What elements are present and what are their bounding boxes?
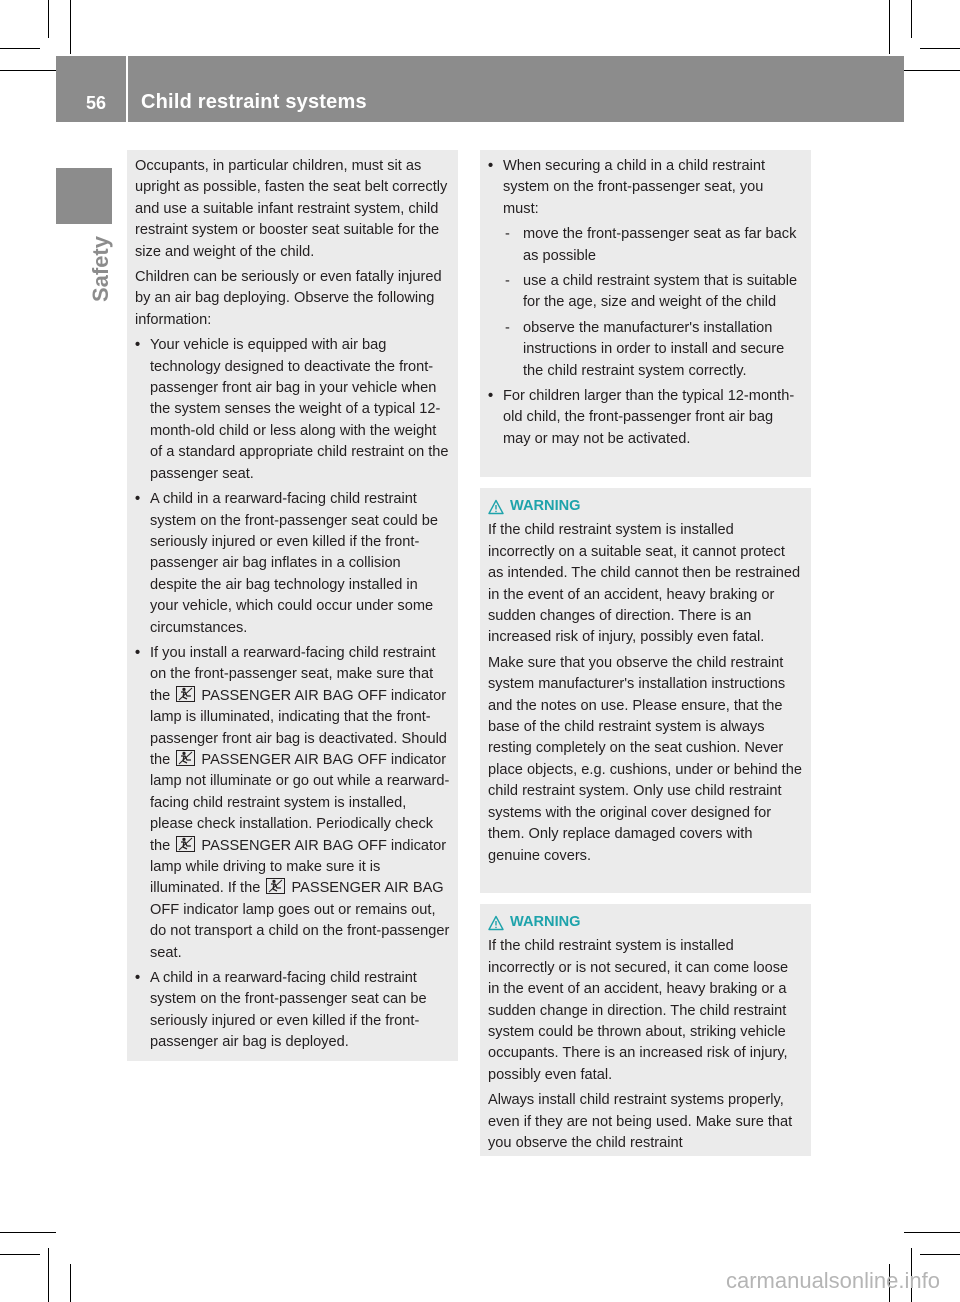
- warning-heading: [488, 912, 803, 933]
- warning-box: [480, 488, 811, 893]
- list-item: • If you install a rearward-facing child restraint on the front-passenger seat, make sure that the PASSENGER AIR BAG OFF indicator lamp is illuminated, indicating that the front-passenger front air bag is deactivated. Should the PASSENGER AIR BAG OFF indicator lamp not illuminate or go out while a rearward-facing child restraint system is installed, please check installation. Periodically check the PASSENGER AIR BAG OFF indicator lamp while driving to make sure it is illuminated. If the PASSENGER AIR BAG OFF indicator lamp goes out or remains out, do not transport a child on the front-passenger seat.: [135, 644, 450, 961]
- section-tab-marker: [56, 168, 112, 224]
- left-content-box: [127, 150, 458, 1061]
- warning-triangle-icon: [488, 499, 504, 515]
- paragraph: Always install child restraint systems properly, even if they are not being used. Make sure that you observe the child restraint: [488, 1092, 793, 1152]
- crop-mark: [889, 0, 890, 54]
- crop-mark: [0, 70, 56, 71]
- sub-list-item: - move the front-passenger seat as far back as possible: [505, 226, 797, 264]
- paragraph: If the child restraint system is installed incorrectly or is not secured, it can come loose in the event of an accident, heavy braking or a sudden change in direction. The child restraint system could be thrown about, striking vehicle occupants. There is an increased risk of injury, possibly even fatal.: [488, 938, 789, 1083]
- paragraph: Children can be seriously or even fatally injured by an air bag deploying. Observe the following information:: [135, 269, 442, 328]
- right-content-box: [480, 150, 811, 477]
- crop-mark: [48, 0, 49, 38]
- list-item: • When securing a child in a child restraint system on the front-passenger seat, you must:: [488, 158, 766, 217]
- warning-title: WARNING: [510, 914, 581, 930]
- section-tab-label: Safety: [88, 236, 113, 303]
- header-divider: [126, 56, 128, 122]
- passenger-airbag-off-icon: [176, 836, 195, 852]
- page-title: Child restraint systems: [141, 91, 367, 113]
- page-number: 56: [86, 93, 107, 113]
- passenger-airbag-off-icon: [176, 686, 195, 702]
- list-item: • For children larger than the typical 12-month-old child, the front-passenger front air bag may or may not be activated.: [488, 388, 795, 447]
- warning-triangle-icon: [488, 915, 504, 931]
- passenger-airbag-off-icon: [176, 750, 195, 766]
- crop-mark: [904, 70, 960, 71]
- crop-mark: [0, 48, 40, 49]
- crop-mark: [70, 0, 71, 54]
- list-item: • A child in a rearward-facing child restraint system on the front-passenger seat can be seriously injured or even killed if the front-passenger air bag is deployed.: [135, 970, 427, 1051]
- paragraph: If the child restraint system is installed incorrectly on a suitable seat, it cannot protect as intended. The child cannot then be restrained in the event of an accident, heavy braking or sudden changes of direction. There is an increased risk of injury, possibly even fatal.: [488, 522, 801, 646]
- crop-mark: [904, 1232, 960, 1233]
- watermark: carmanualsonline.info: [725, 1268, 940, 1293]
- paragraph: Make sure that you observe the child restraint system manufacturer's installation instructions and the notes on use. Please ensure, that the base of the child restraint system is always resting completely on the seat cushion. Never place objects, e.g. cushions, under or behind the child restraint system. Only use child restraint systems with the original cover designed for them. Only replace damaged covers with genuine covers.: [488, 654, 802, 864]
- crop-mark: [0, 1254, 40, 1255]
- paragraph: Occupants, in particular children, must sit as upright as possible, fasten the seat belt correctly and use a suitable infant restraint system, child restraint system or booster seat suitable for the size and weight of the child.: [135, 158, 448, 260]
- crop-mark: [70, 1264, 71, 1302]
- warning-title: WARNING: [510, 498, 581, 514]
- list-item: • Your vehicle is equipped with air bag technology designed to deactivate the front-passenger front air bag in your vehicle when the system senses the weight of a typical 12-month-old child or less along with the weight of a standard appropriate child restraint on the passenger seat.: [135, 337, 449, 482]
- crop-mark: [920, 48, 960, 49]
- crop-mark: [911, 0, 912, 38]
- warning-heading: [488, 496, 803, 517]
- passenger-airbag-off-icon: [266, 878, 285, 894]
- crop-mark: [920, 1254, 960, 1255]
- crop-mark: [48, 1248, 49, 1302]
- crop-mark: [0, 1232, 56, 1233]
- list-item: • A child in a rearward-facing child restraint system on the front-passenger seat could be seriously injured or even killed if the front-passenger air bag inflates in a collision despite the air bag technology installed in your vehicle, which could occur under some circumstances.: [135, 491, 438, 636]
- sub-list-item: - use a child restraint system that is suitable for the age, size and weight of the child: [505, 273, 798, 311]
- sub-list-item: - observe the manufacturer's installation instructions in order to install and secure the child restraint system correctly.: [505, 319, 785, 379]
- warning-box: [480, 904, 811, 1156]
